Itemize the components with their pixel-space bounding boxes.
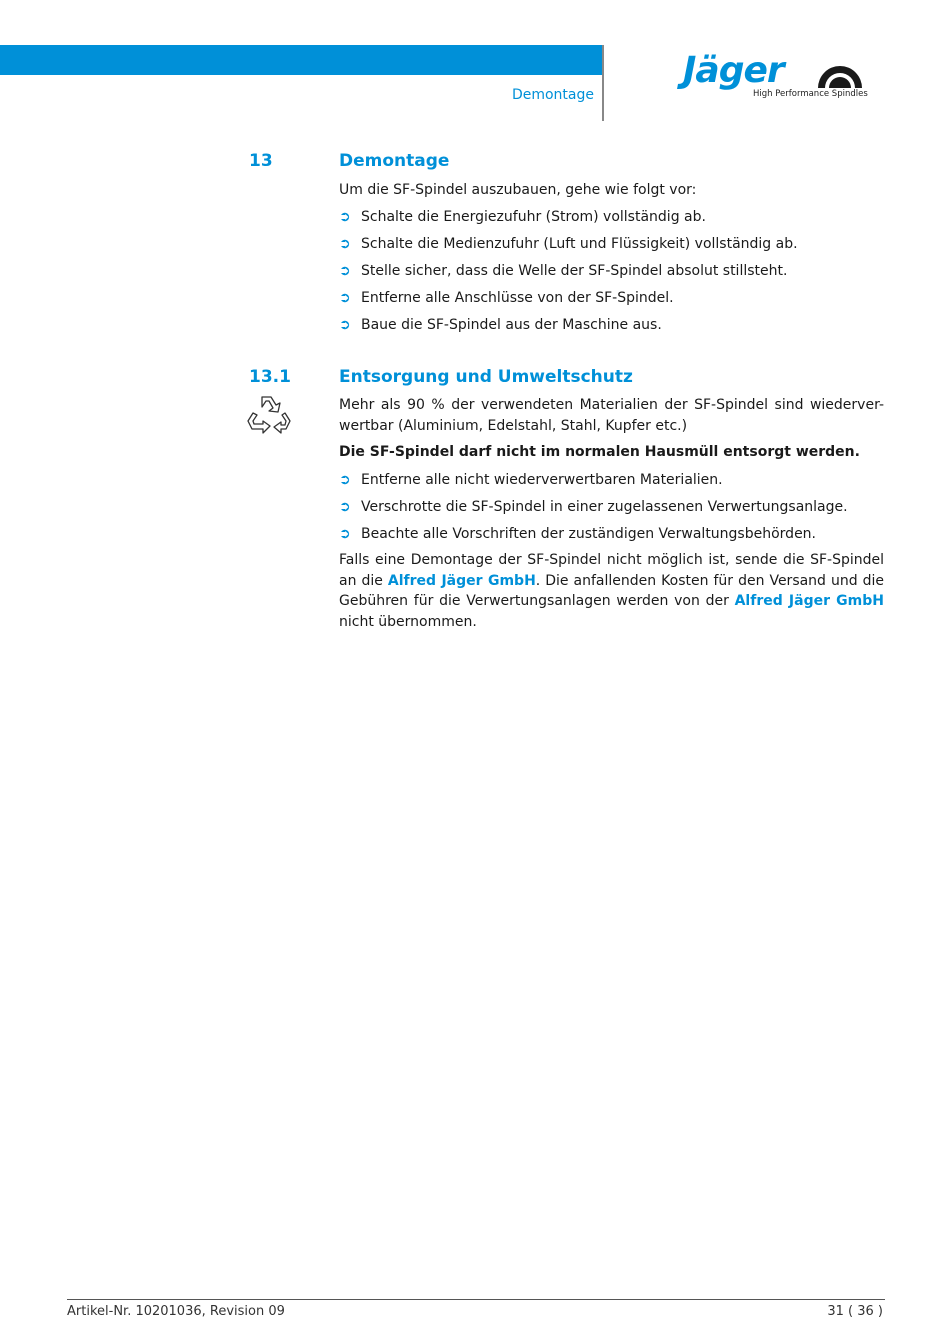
step-item xyxy=(339,497,848,517)
arrow-icon: ➲ xyxy=(339,526,351,542)
step-item xyxy=(339,207,706,227)
step-text: Baue die SF-Spindel aus der Maschine aus. xyxy=(361,317,662,333)
section-13-1-title: Entsorgung und Umweltschutz xyxy=(339,367,633,387)
page-number: 31 ( 36 ) xyxy=(827,1304,883,1319)
arrow-icon: ➲ xyxy=(339,472,351,488)
arrow-icon: ➲ xyxy=(339,263,351,279)
step-item xyxy=(339,261,787,281)
closing-text-c: nicht übernommen. xyxy=(339,613,477,630)
arrow-icon: ➲ xyxy=(339,317,351,333)
recycling-icon xyxy=(245,393,293,441)
step-text: Verschrotte die SF-Spindel in einer zugelassenen Verwertungsanlage. xyxy=(361,499,848,515)
arrow-icon: ➲ xyxy=(339,290,351,306)
company-name: Alfred Jäger GmbH xyxy=(387,572,536,589)
step-item xyxy=(339,288,674,308)
section-13-title: Demontage xyxy=(339,151,450,171)
recycling-paragraph: Mehr als 90 % der verwendeten Materialien der SF-Spindel sind wiederver-wertbar (Aluminium, Edelstahl, Stahl, Kupfer etc.) xyxy=(339,397,884,434)
closing-text-a: Falls eine Demontage der SF-Spindel nicht möglich ist, sende die SF-Spindel an die xyxy=(339,552,884,589)
company-name: Alfred Jäger GmbH xyxy=(734,593,884,609)
article-number: Artikel-Nr. 10201036, Revision 09 xyxy=(67,1304,285,1319)
header-divider xyxy=(602,45,604,121)
jaeger-logo xyxy=(683,52,868,104)
running-header: Demontage xyxy=(511,87,594,103)
header-bar xyxy=(0,45,602,75)
step-text: Entferne alle nicht wiederverwertbaren Materialien. xyxy=(361,472,723,488)
logo-tagline: High Performance Spindles xyxy=(753,89,868,99)
closing-paragraph xyxy=(339,550,884,632)
arrow-icon: ➲ xyxy=(339,209,351,225)
step-item xyxy=(339,234,798,254)
step-item xyxy=(339,524,816,544)
step-text: Schalte die Medienzufuhr (Luft und Flüssigkeit) vollständig ab. xyxy=(361,236,798,252)
footer-rule xyxy=(67,1299,885,1300)
logo-dome-icon xyxy=(815,64,865,90)
step-text: Stelle sicher, dass die Welle der SF-Spindel absolut stillsteht. xyxy=(361,263,788,279)
section-13-1-number: 13.1 xyxy=(249,367,291,387)
arrow-icon: ➲ xyxy=(339,236,351,252)
step-text: Schalte die Energiezufuhr (Strom) vollständig ab. xyxy=(361,209,706,225)
closing-text-b: . Die anfallenden Kosten für den Versand und die Gebühren für die Verwertungsanlagen werden von der xyxy=(339,572,884,609)
step-item xyxy=(339,470,723,490)
section-13-intro: Um die SF-Spindel auszubauen, gehe wie folgt vor: xyxy=(339,182,697,198)
arrow-icon: ➲ xyxy=(339,499,351,515)
logo-wordmark: Jäger xyxy=(683,50,784,91)
section-13-number: 13 xyxy=(249,151,273,171)
step-item xyxy=(339,315,662,335)
disposal-warning: Die SF-Spindel darf nicht im normalen Hausmüll entsorgt werden. xyxy=(339,444,860,460)
step-text: Entferne alle Anschlüsse von der SF-Spindel. xyxy=(361,290,674,306)
step-text: Beachte alle Vorschriften der zuständigen Verwaltungsbehörden. xyxy=(361,526,816,542)
